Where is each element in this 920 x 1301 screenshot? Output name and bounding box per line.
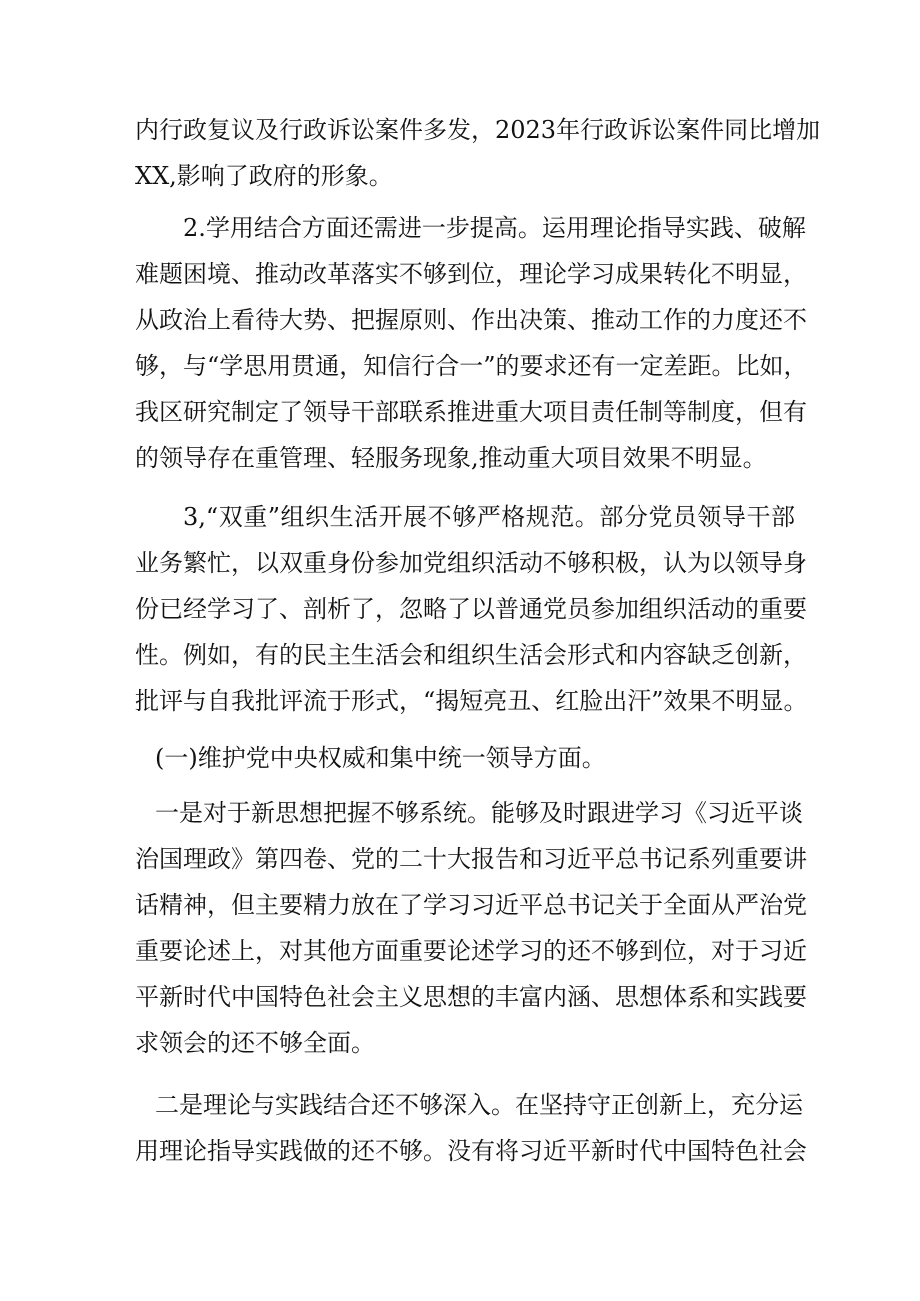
paragraph-point-1 xyxy=(135,790,807,1066)
section-heading xyxy=(135,735,795,781)
text-line: 话精神，但主要精力放在了学习习近平总书记关于全面从严治党 xyxy=(135,891,807,919)
text-line: 3,“双重”组织生活开展不够严格规范。部分党员领导干部 xyxy=(183,503,795,531)
text-line: 求领会的还不够全面。 xyxy=(135,1029,375,1057)
text-line: 难题困境、推动改革落实不够到位，理论学习成果转化不明显， xyxy=(135,260,807,288)
paragraph-point-2 xyxy=(135,1082,807,1174)
text-line: 二是理论与实践结合还不够深入。在坚持守正创新上，充分运 xyxy=(155,1091,803,1119)
text-line: 我区研究制定了领导干部联系推进重大项目责任制等制度，但有 xyxy=(135,398,807,426)
text-line: 够，与“学思用贯通，知信行合一”的要求还有一定差距。比如， xyxy=(135,352,808,380)
text-line: 性。例如，有的民主生活会和组织生活会形式和内容缺乏创新， xyxy=(135,641,807,669)
text-line: 份已经学习了、剖析了，忽略了以普通党员参加组织活动的重要 xyxy=(135,595,807,623)
paragraph-item-2 xyxy=(135,205,808,481)
heading-line: (一)维护党中央权威和集中统一领导方面。 xyxy=(155,744,606,772)
text-line: 平新时代中国特色社会主义思想的丰富内涵、思想体系和实践要 xyxy=(135,983,807,1011)
text-line: 批评与自我批评流于形式，“揭短亮丑、红脸出汗”效果不明显。 xyxy=(135,687,808,715)
text-line: 一是对于新思想把握不够系统。能够及时跟进学习《习近平谈 xyxy=(155,799,803,827)
paragraph-continuation xyxy=(135,107,821,199)
text-line: 用理论指导实践做的还不够。没有将习近平新时代中国特色社会 xyxy=(135,1137,807,1165)
text-line: 重要论述上，对其他方面重要论述学习的还不够到位，对于习近 xyxy=(135,937,807,965)
text-line: 的领导存在重管理、轻服务现象,推动重大项目效果不明显。 xyxy=(135,444,767,472)
text-line: 业务繁忙，以双重身份参加党组织活动不够积极，认为以领导身 xyxy=(135,549,807,577)
text-line: 治国理政》第四卷、党的二十大报告和习近平总书记系列重要讲 xyxy=(135,845,807,873)
text-line: 内行政复议及行政诉讼案件多发，2023年行政诉讼案件同比增加 xyxy=(135,116,821,144)
text-line: XX,影响了政府的形象。 xyxy=(135,162,393,190)
text-line: 2.学用结合方面还需进一步提高。运用理论指导实践、破解 xyxy=(183,214,806,242)
paragraph-item-3 xyxy=(135,494,808,724)
text-line: 从政治上看待大势、把握原则、作出决策、推动工作的力度还不 xyxy=(135,306,807,334)
